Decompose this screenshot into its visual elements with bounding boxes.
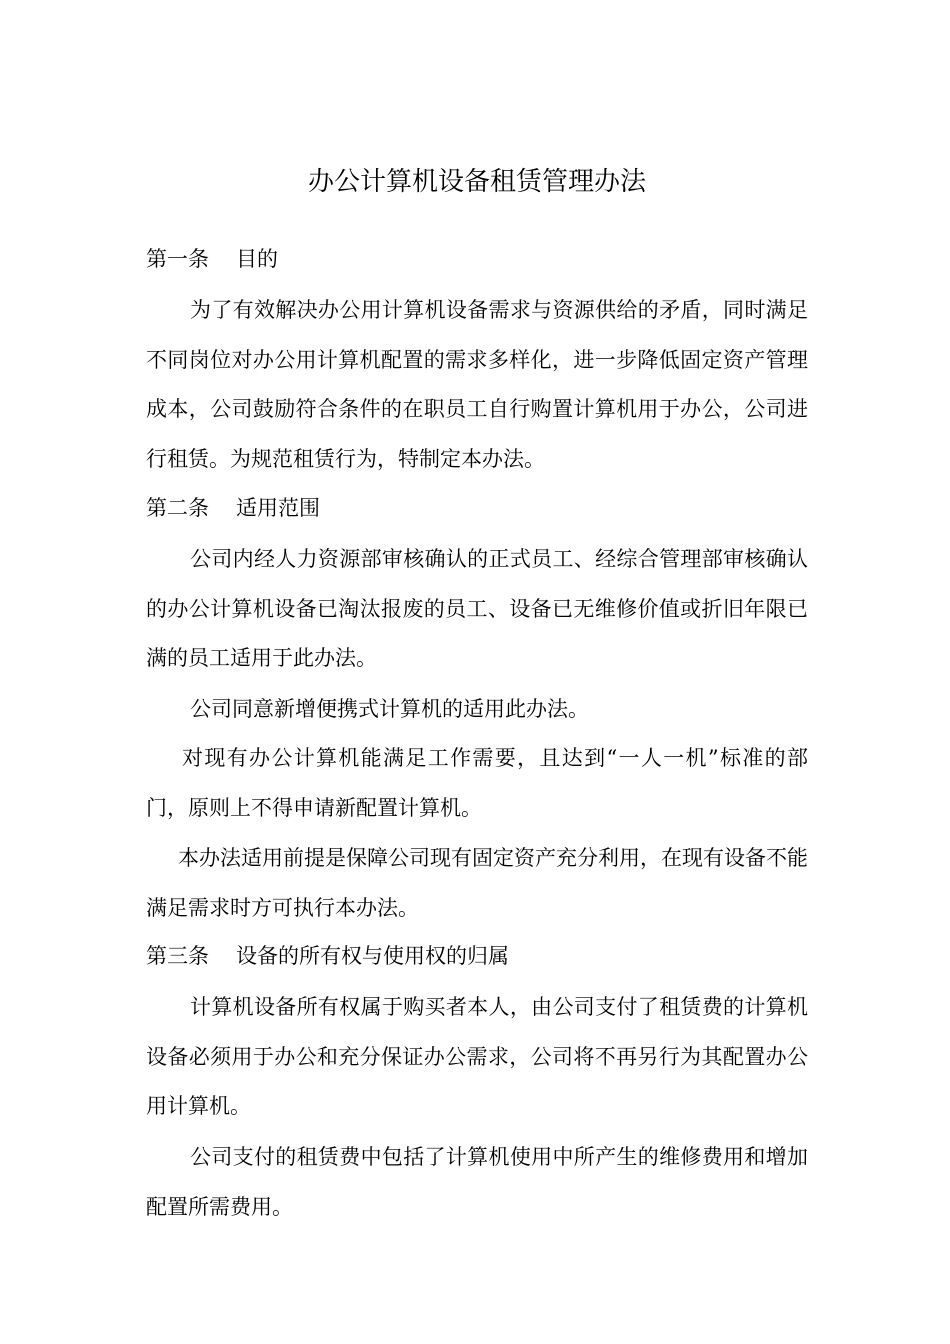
article-3-paragraph-2: 公司支付的租赁费中包括了计算机使用中所产生的维修费用和增加配置所需费用。 [146,1145,808,1219]
article-3-paragraph-1: 计算机设备所有权属于购买者本人，由公司支付了租赁费的计算机设备必须用于办公和充分保证办公需求，公司将不再另行为其配置办公用计算机。 [146,995,808,1119]
article-1-title: 目的 [236,247,278,271]
article-1-heading [146,235,808,285]
article-2-paragraph-4: 本办法适用前提是保障公司现有固定资产充分利用，在现有设备不能满足需求时方可执行本办法。 [146,846,808,920]
article-3-title: 设备的所有权与使用权的归属 [236,944,509,968]
article-2-paragraph-2: 公司同意新增便携式计算机的适用此办法。 [190,697,589,721]
document-title: 办公计算机设备租赁管理办法 [307,167,646,197]
article-2-number: 第二条 [146,496,209,520]
article-3-number: 第三条 [146,944,209,968]
article-1-paragraph-1: 为了有效解决办公用计算机设备需求与资源供给的矛盾，同时满足不同岗位对办公用计算机配置的需求多样化，进一步降低固定资产管理成本，公司鼓励符合条件的在职员工自行购置计算机用于办公，公司进行租赁。为规范租赁行为，特制定本办法。 [146,298,808,472]
article-2-title: 适用范围 [236,496,320,520]
article-2-paragraph-3: 对现有办公计算机能满足工作需要，且达到“一人一机”标准的部门，原则上不得申请新配置计算机。 [146,746,808,820]
article-2-paragraph-1: 公司内经人力资源部审核确认的正式员工、经综合管理部审核确认的办公计算机设备已淘汰报废的员工、设备已无维修价值或折旧年限已满的员工适用于此办法。 [146,547,808,671]
article-2-heading [146,484,808,534]
article-3-heading [146,932,808,982]
article-1-number: 第一条 [146,247,209,271]
